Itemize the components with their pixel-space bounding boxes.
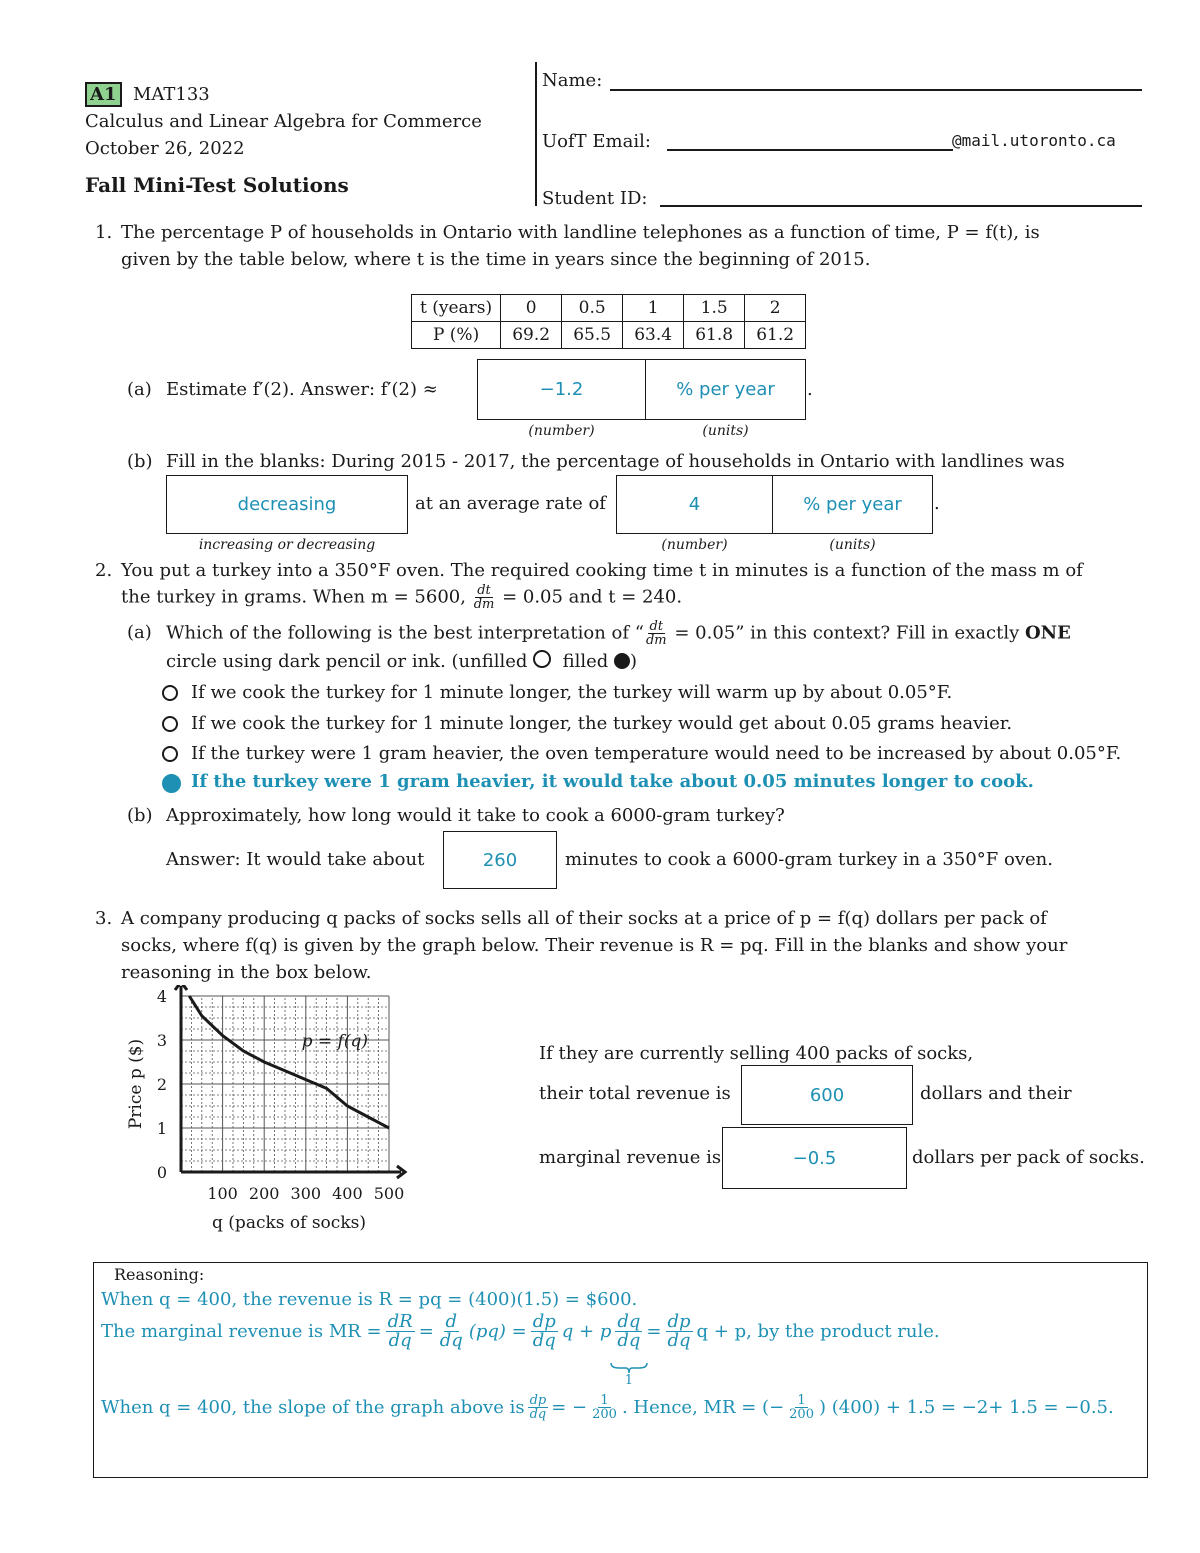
option-text-4: If the turkey were 1 gram heavier, it would take about 0.05 minutes longer to cook.: [191, 771, 1034, 792]
dR-dq-fraction: [386, 1313, 415, 1350]
one-over-200-fraction: [590, 1394, 619, 1421]
r3-text-c: . Hence, MR = (−: [621, 1397, 785, 1418]
q3-revenue-answer[interactable]: 600: [741, 1065, 913, 1125]
unfilled-circle-icon: [533, 650, 551, 668]
q2a-line2-end: ): [630, 651, 638, 672]
one-over-200-fraction: [787, 1394, 816, 1421]
course-name: Calculus and Linear Algebra for Commerce: [85, 111, 482, 132]
q1a-period: .: [807, 379, 813, 400]
q2-text-line2: [121, 584, 682, 611]
y-tick-label: 2: [156, 1075, 167, 1094]
name-label: Name:: [542, 70, 603, 91]
underbrace-value: 1: [624, 1373, 634, 1388]
q1-text-line2: given by the table below, where t is the time in years since the beginning of 2015.: [121, 249, 871, 270]
curve-label: p = f(q): [301, 1031, 369, 1052]
q1a-caption-units: (units): [702, 423, 749, 439]
table-cell: 2: [745, 295, 806, 322]
header-divider: [535, 62, 537, 206]
frac-den: dq: [439, 1330, 463, 1351]
frac-den: 200: [592, 1407, 617, 1422]
frac-num: d: [445, 1311, 458, 1332]
frac-num: dt: [649, 619, 664, 634]
reasoning-line-2: The marginal revenue is MR = $\frac{dR}{dq}$ = $\frac{d}{dq}$ (pq) = $\frac{dp}{dq}$ q + p $\frac{dq}{dq}$ 1 = $\frac{dp}{dq}$ q + p, by the product rule.: [101, 1311, 940, 1388]
q2a-text-line1: [166, 620, 1071, 647]
q1b-caption-number: (number): [661, 537, 728, 553]
x-axis-label: q (packs of socks): [212, 1213, 366, 1233]
q1b-text: Fill in the blanks: During 2015 - 2017, the percentage of households in Ontario with landlines was: [166, 451, 1065, 472]
header-left: [85, 84, 210, 105]
q3-text-line2: socks, where f(q) is given by the graph below. Their revenue is R = pq. Fill in the blanks and show your: [121, 935, 1068, 956]
q3-blank2-label: marginal revenue is: [539, 1147, 722, 1168]
filled-circle-icon: [614, 653, 630, 669]
y-tick-label: 1: [156, 1119, 167, 1138]
table-cell: 0: [501, 295, 562, 322]
r2-pq: (pq) =: [468, 1321, 527, 1342]
q2-line2-pre: the turkey in grams. When m = 5600,: [121, 586, 466, 608]
r3-text-b: = −: [551, 1397, 588, 1418]
option-radio-1[interactable]: [162, 685, 178, 701]
email-field[interactable]: [667, 149, 953, 151]
q3-number: 3.: [95, 908, 113, 929]
frac-den: dm: [645, 633, 667, 648]
dq-dq-underbrace: [615, 1311, 642, 1388]
student-id-field[interactable]: [660, 205, 1142, 207]
q2b-answer-value[interactable]: 260: [443, 831, 557, 889]
email-domain: @mail.utoronto.ca: [952, 131, 1116, 150]
x-tick-label: 200: [248, 1184, 280, 1203]
table-header-cell: t (years): [412, 295, 501, 322]
q3-blank1-pre: If they are currently selling 400 packs of socks,: [539, 1043, 974, 1064]
table-cell: 65.5: [562, 322, 623, 349]
q1b-caption-units: (units): [829, 537, 876, 553]
q1a-text: Estimate f′(2). Answer: f′(2) ≈: [166, 379, 438, 400]
q3-text-line1: A company producing q packs of socks sells all of their socks at a price of p = f(q) dollars per pack of: [121, 908, 1047, 929]
frac-num: dt: [477, 583, 491, 598]
q1-text-line1: The percentage P of households in Ontario with landline telephones as a function of time, P = f(t), is: [121, 222, 1040, 243]
frac-num: dq: [617, 1311, 641, 1332]
q2-text-line1: You put a turkey into a 350°F oven. The required cooking time t in minutes is a function of the mass m of: [121, 560, 1083, 581]
table-cell: 0.5: [562, 295, 623, 322]
q2-number: 2.: [95, 560, 113, 581]
name-field[interactable]: [610, 89, 1142, 91]
q2b-answer-pre: Answer: It would take about: [166, 849, 425, 870]
dp-dq-fraction: [531, 1313, 558, 1350]
table-header-cell: P (%): [412, 322, 501, 349]
r3-text-d: ) (400) + 1.5 = −2+ 1.5 = −0.5.: [818, 1397, 1114, 1418]
frac-den: dq: [667, 1330, 691, 1351]
frac-num: dp: [529, 1393, 547, 1408]
table-cell: 61.8: [684, 322, 745, 349]
q1b-label: (b): [127, 451, 153, 472]
table-row: [412, 322, 806, 349]
q3-text-line3: reasoning in the box below.: [121, 962, 372, 983]
frac-num: dp: [532, 1311, 556, 1332]
q2a-line2-pre: circle using dark pencil or ink. (unfilled: [166, 651, 528, 672]
q3-blank1-label: their total revenue is: [539, 1083, 731, 1104]
page-title: Fall Mini-Test Solutions: [85, 173, 349, 197]
table-cell: 1.5: [684, 295, 745, 322]
frac-num: dp: [667, 1311, 691, 1332]
price-graph: [115, 985, 415, 1245]
dp-dq-fraction: [666, 1313, 693, 1350]
frac-den: dq: [617, 1330, 641, 1351]
frac-num: 1: [797, 1393, 806, 1408]
y-tick-label: 3: [156, 1031, 167, 1050]
dt-dm-fraction: [644, 620, 669, 647]
r2-eq: =: [646, 1321, 662, 1342]
q1a-label: (a): [127, 379, 152, 400]
q2b-text: Approximately, how long would it take to cook a 6000-gram turkey?: [166, 805, 785, 826]
r3-text-a: When q = 400, the slope of the graph above is: [101, 1397, 525, 1418]
q1b-answer-units[interactable]: % per year: [772, 475, 933, 534]
frac-num: 1: [600, 1393, 609, 1408]
table-cell: 1: [623, 295, 684, 322]
q1b-answer-trend[interactable]: decreasing: [166, 475, 408, 534]
q2a-pre: Which of the following is the best interpretation of “: [166, 622, 644, 644]
q2a-label: (a): [127, 622, 152, 643]
q2a-text-line2: [166, 650, 637, 672]
version-badge: A1: [85, 82, 122, 107]
option-text-1: If we cook the turkey for 1 minute longer, the turkey will warm up by about 0.05°F.: [191, 682, 953, 703]
x-tick-label: 300: [290, 1184, 322, 1203]
option-text-3: If the turkey were 1 gram heavier, the oven temperature would need to be increased by about 0.05°F.: [191, 743, 1122, 764]
q2a-one: ONE: [1024, 622, 1071, 644]
d-dq-fraction: [438, 1313, 465, 1350]
x-tick-label: 500: [373, 1184, 405, 1203]
r2-end: q + p, by the product rule.: [696, 1321, 940, 1342]
frac-num: dR: [387, 1311, 413, 1332]
x-tick-label: 400: [332, 1184, 363, 1203]
q2b-answer-post: minutes to cook a 6000-gram turkey in a 350°F oven.: [565, 849, 1053, 870]
reasoning-line-3: [101, 1394, 1114, 1421]
table-cell: 69.2: [501, 322, 562, 349]
q1-number: 1.: [95, 222, 113, 243]
course-code: MAT133: [132, 84, 210, 105]
q1a-caption-number: (number): [528, 423, 595, 439]
frac-den: 200: [789, 1407, 814, 1422]
data-table: [411, 294, 806, 349]
r2-qp: q + p: [561, 1321, 612, 1342]
frac-den: dq: [529, 1407, 547, 1422]
y-tick-label: 4: [156, 987, 167, 1006]
q1b-period: .: [934, 493, 940, 514]
table-row: [412, 295, 806, 322]
reasoning-line-1: When q = 400, the revenue is R = pq = (400)(1.5) = $600.: [101, 1289, 638, 1310]
table-cell: 61.2: [745, 322, 806, 349]
frac-den: dq: [388, 1330, 412, 1351]
student-id-label: Student ID:: [542, 188, 648, 209]
q1a-answer-units[interactable]: % per year: [645, 359, 806, 420]
frac-den: dq: [532, 1330, 556, 1351]
option-radio-4-selected[interactable]: [162, 774, 181, 793]
table-cell: 63.4: [623, 322, 684, 349]
q1b-caption-trend: increasing or decreasing: [198, 537, 376, 553]
q2-line2-post: = 0.05 and t = 240.: [502, 586, 683, 608]
dp-dq-fraction: [528, 1394, 549, 1421]
q2a-post: = 0.05” in this context? Fill in exactly: [674, 622, 1020, 644]
q2b-label: (b): [127, 805, 153, 826]
exam-date: October 26, 2022: [85, 138, 245, 159]
x-tick-label: 100: [207, 1184, 238, 1203]
q1b-answer-number[interactable]: 4: [616, 475, 773, 534]
r2-text-a: The marginal revenue is MR =: [101, 1321, 382, 1342]
option-radio-3[interactable]: [162, 746, 178, 762]
q3-blank1-post: dollars and their: [920, 1083, 1072, 1104]
option-radio-2[interactable]: [162, 716, 178, 732]
q3-marginal-revenue-answer[interactable]: −0.5: [722, 1127, 907, 1189]
email-label: UofT Email:: [542, 131, 651, 152]
frac-den: dm: [473, 597, 495, 612]
y-tick-label: 0: [156, 1163, 167, 1182]
reasoning-title: Reasoning:: [114, 1265, 205, 1284]
q1a-answer-number[interactable]: −1.2: [477, 359, 646, 420]
q1b-middle-text: at an average rate of: [415, 493, 606, 514]
option-text-2: If we cook the turkey for 1 minute longer, the turkey would get about 0.05 grams heavier.: [191, 713, 1013, 734]
y-axis-label: Price p ($): [126, 1038, 146, 1130]
dt-dm-fraction: [472, 584, 497, 611]
q3-blank2-post: dollars per pack of socks.: [912, 1147, 1145, 1168]
q2a-line2-mid: filled: [562, 651, 609, 672]
